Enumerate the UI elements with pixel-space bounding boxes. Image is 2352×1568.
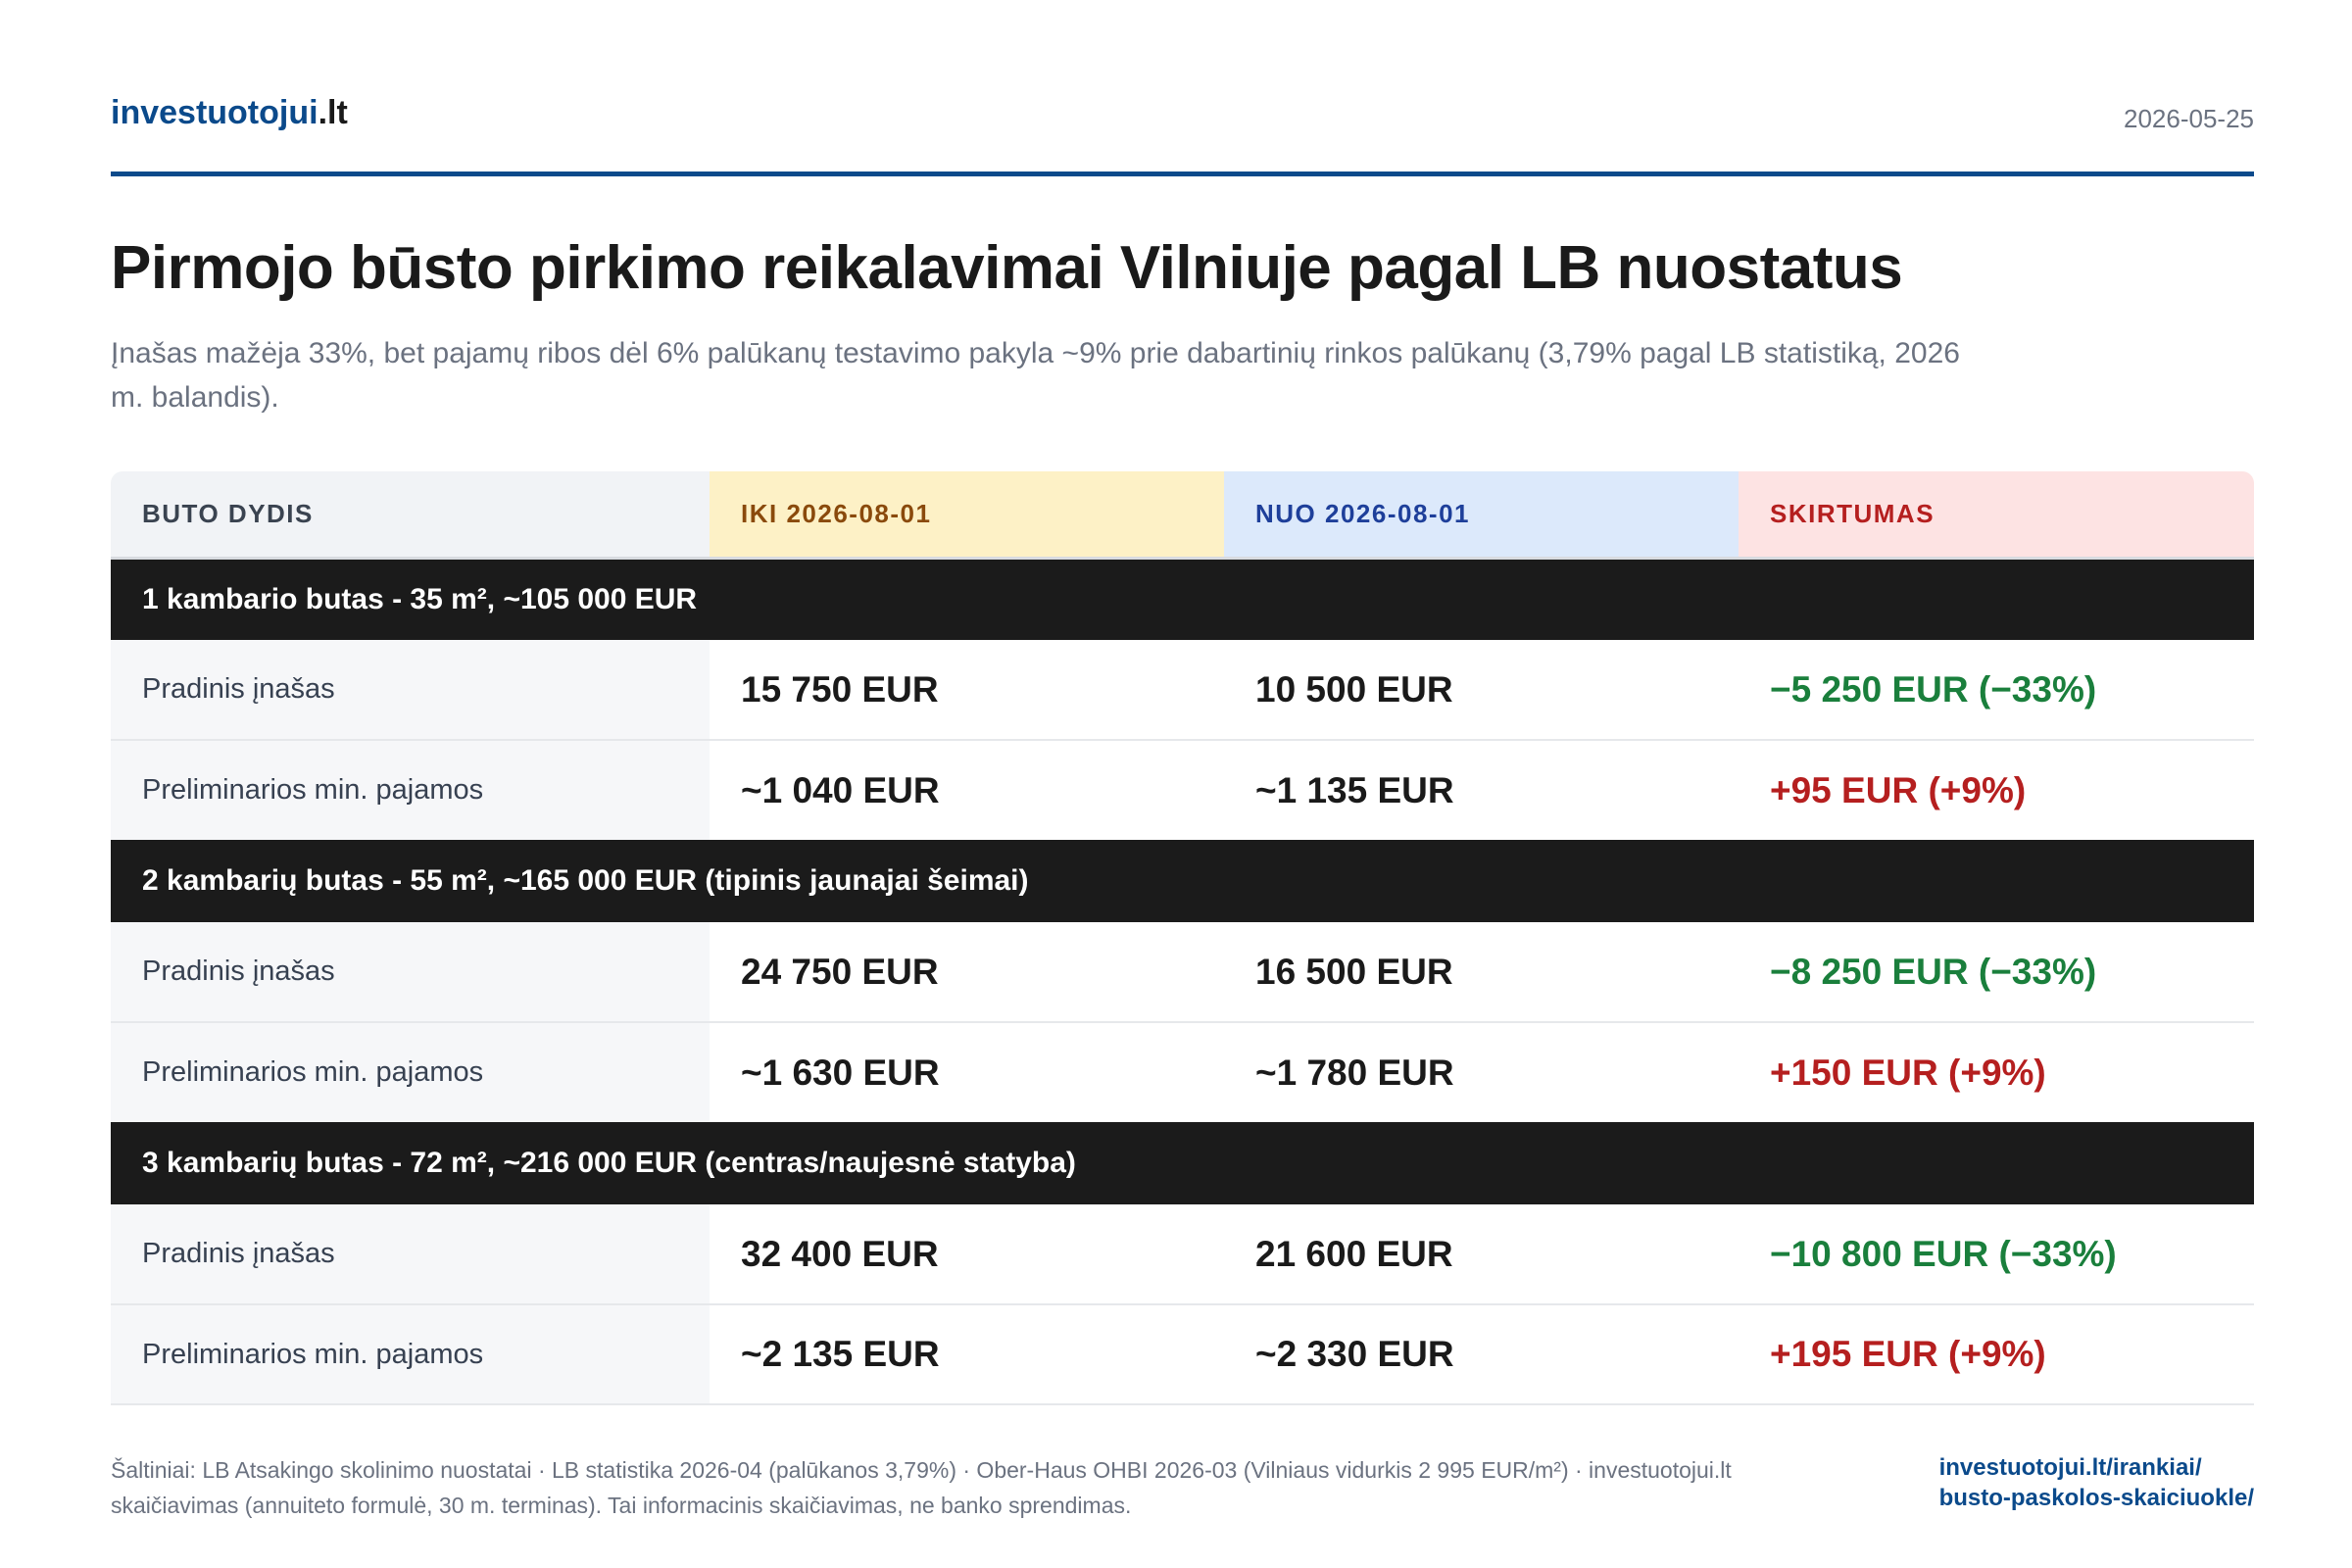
comparison-table xyxy=(111,471,2254,1405)
value-difference: +95 EUR (+9%) xyxy=(1770,769,2027,810)
table-row xyxy=(111,1022,2254,1122)
row-label: Preliminarios min. pajamos xyxy=(111,1022,710,1122)
group-title: 2 kambarių butas - 55 m², ~165 000 EUR (tipinis jaunajai šeimai) xyxy=(111,840,2254,922)
table-row xyxy=(111,740,2254,840)
group-row xyxy=(111,1122,2254,1204)
calculator-link-line2: busto-paskolos-skaiciuokle/ xyxy=(1938,1485,2254,1511)
table-row xyxy=(111,1204,2254,1304)
value-difference: −8 250 EUR (−33%) xyxy=(1739,922,2254,1022)
publish-date: 2026-05-25 xyxy=(2124,104,2254,133)
value-before: 24 750 EUR xyxy=(710,922,1224,1022)
row-label: Preliminarios min. pajamos xyxy=(111,1304,710,1404)
calculator-link[interactable] xyxy=(1939,1452,2254,1513)
row-label: Pradinis įnašas xyxy=(111,1204,710,1304)
table-row xyxy=(111,922,2254,1022)
brand-logo[interactable] xyxy=(111,94,348,132)
comparison-table-wrap xyxy=(111,471,2254,1405)
value-after: 21 600 EUR xyxy=(1224,1204,1739,1304)
value-before: ~1 040 EUR xyxy=(741,769,940,810)
value-after: ~1 780 EUR xyxy=(1255,1052,1454,1093)
brand-tld: .lt xyxy=(318,94,348,131)
value-before: ~2 135 EUR xyxy=(710,1304,1224,1404)
value-before: 32 400 EUR xyxy=(710,1204,1224,1304)
brand-name: investuotojui xyxy=(111,94,318,131)
table-row xyxy=(111,640,2254,740)
value-difference: +150 EUR (+9%) xyxy=(1770,1052,2046,1093)
row-label: Pradinis įnašas xyxy=(111,640,710,740)
group-title: 1 kambario butas - 35 m², ~105 000 EUR xyxy=(111,558,2254,640)
table-row xyxy=(111,1304,2254,1404)
header-apartment-size: BUTO DYDIS xyxy=(111,471,710,558)
value-before: 15 750 EUR xyxy=(710,640,1224,740)
group-title: 3 kambarių butas - 72 m², ~216 000 EUR (centras/naujesnė statyba) xyxy=(111,1122,2254,1204)
table-header-row xyxy=(111,471,2254,558)
header-before: IKI 2026-08-01 xyxy=(710,471,1224,558)
group-row xyxy=(111,558,2254,640)
value-after: 16 500 EUR xyxy=(1224,922,1739,1022)
value-difference: −10 800 EUR (−33%) xyxy=(1739,1204,2254,1304)
page-subtitle: Įnašas mažėja 33%, bet pajamų ribos dėl 6% palūkanų testavimo pakyla ~9% prie dabartinių rinkos palūkanų (3,79% pagal LB statistiką, 2026 m. balandis). xyxy=(111,337,1960,414)
value-after: ~2 330 EUR xyxy=(1224,1304,1739,1404)
value-after: ~1 135 EUR xyxy=(1255,769,1454,810)
value-before: ~1 630 EUR xyxy=(741,1052,940,1093)
row-label: Preliminarios min. pajamos xyxy=(111,740,710,840)
value-after: 10 500 EUR xyxy=(1224,640,1739,740)
header-difference: SKIRTUMAS xyxy=(1739,471,2254,558)
value-difference: +195 EUR (+9%) xyxy=(1739,1304,2254,1404)
value-difference: −5 250 EUR (−33%) xyxy=(1739,640,2254,740)
header xyxy=(111,94,2254,176)
row-label: Pradinis įnašas xyxy=(111,922,710,1022)
page-title: Pirmojo būsto pirkimo reikalavimai Vilniuje pagal LB nuostatus xyxy=(111,234,1903,302)
calculator-link-line1: investuotojui.lt/irankiai/ xyxy=(1938,1454,2202,1481)
sources-note: Šaltiniai: LB Atsakingo skolinimo nuostatai · LB statistika 2026-04 (palūkanos 3,79%) · Ober-Haus OHBI 2026-03 (Vilniaus vidurkis 2 995 EUR/m²) · investuotojui.lt skaičiavimas (annuiteto formulė, 30 m. terminas). Tai informacinis skaičiavimas, ne banko sprendimas. xyxy=(111,1457,1732,1518)
header-after: NUO 2026-08-01 xyxy=(1224,471,1739,558)
group-row xyxy=(111,840,2254,922)
